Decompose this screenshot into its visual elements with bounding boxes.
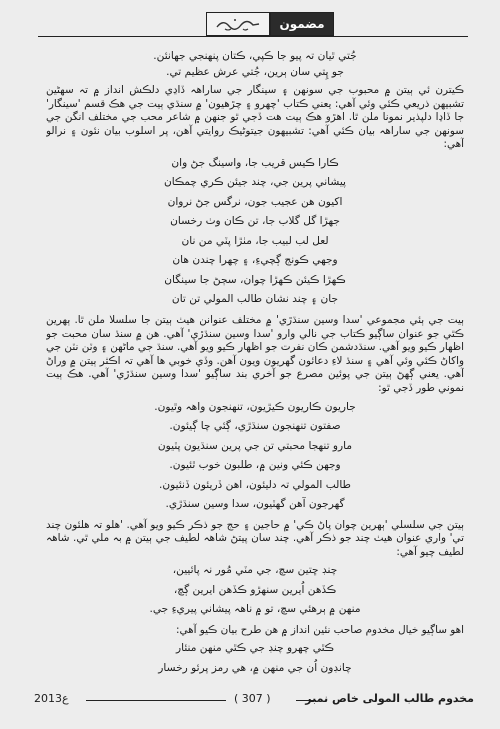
page-header	[38, 8, 468, 42]
verse-line: منهن ۾ ٻرهئي سچ، تو ۾ ناهہ پيشاني پيريءِ جي.	[149, 603, 361, 616]
page-footer	[34, 690, 474, 712]
verse-line: جاريون ڪاريون ڪيڙيون، تنهنجون واهہ وٿيون.	[154, 400, 356, 413]
verse-line: ڪارا ڪيس قريب جا، واسينگ جڻ وان	[171, 156, 339, 169]
section-label-box	[270, 12, 334, 36]
verse-line: چانڊون اُن جي منهن ۾، هي رمز پرئو رخسار	[158, 661, 352, 674]
verse-line: جو ڀِتي سان ٻرين، جُتي عرش عظيم تي.	[166, 66, 344, 78]
footer-year: 2013ع	[34, 692, 69, 705]
verse-line: وجهي ڪونج ڳچيءِ، ۽ چهرا چندن هان	[172, 254, 338, 267]
verse-line: جُتي ٿيان تہ پيو جا ڪپي، ڪتان پنهنجي جهانئن.	[153, 50, 357, 62]
article-body	[46, 46, 464, 686]
paragraph: اهو ساڳيو خيال مخدوم صاحب نئين انداز ۾ هن طرح بيان ڪيو آهي:	[175, 623, 464, 636]
verse-line: چنڊ ڇتين سچ، جي مٽي مُور نہ پائيين،	[172, 564, 338, 577]
verse-line: گهرجون آهن گهٽيون، سدا وسين سنڌڙي.	[165, 498, 345, 511]
verse-line: لعل لب لبيب جا، مٺڙا پٽي من نان	[181, 234, 329, 247]
verse-block-4	[46, 639, 464, 678]
header-rule	[38, 36, 468, 37]
verse-line: طالب المولي تہ دليئون، اهن ڏريئون ڏنئيون.	[159, 478, 351, 491]
footer-rule	[86, 700, 226, 701]
verse-line: جان ۽ چند نشان طالب المولي تن تان	[171, 293, 339, 306]
verse-line: پيشاني پرين جي، چند جيئن ڪري چمڪان	[164, 176, 346, 189]
section-label: مضمون	[279, 17, 325, 31]
page-number: ( 307 )	[234, 692, 271, 705]
paragraph: ٻيت جي ٻئي مجموعي 'سدا وسين سنڌڙي' ۾ مختلف عنوانن هيٺ ٻيتن جا سلسلا ملن ٿا. ٻهرين ڪٿي جو عنوان ساڳيو ڪتاب جي نالي وارو 'سدا وسين سنڌڙي' آهي. هن ۾ سنڌ سان محبت جو اظهار ڪيو ويو آهي. سنڌدشمن ڪان نفرت جو اظهار ڪيو ويو آهي. سنڌ جي ماڻهن ۽ وٽن نٽن جي واکاڻ ڪئي وئي آهي ۽ سنڌ لاءِ دعائون گهريون ويون آهن. وڏي خوبي ها آهي تہ اڪثر ٻيتن ۾ وراڻ آهي. يعني ڳهڻ ٻيتن جي پوئين مصرع جو آخري بند ساڳيو 'سدا وسين سنڌڙي' آهي. هڪ ٻيت نموني طور ڏجي ٿو:	[46, 313, 464, 394]
verse-line: ڪٿي چهرو چنڊ جي ڪٿي منهن منئار	[176, 642, 334, 655]
paragraph: ٻيتن جي سلسلي 'ٻهرين چوان پاڻ ڪي' ۾ حاجين ۽ حج جو ذڪر ڪيو ويو آهي. 'هلو تہ هلئون چند تي' واري عنوان هيٺ چند جو ذڪر آهي. چند سان پيتڻ شاهہ لطيف جي ٻيتن ۾ بہ ملي ٿي. شاهہ لطيف چيو آهي:	[46, 518, 464, 558]
paragraph: ڪيترن ئي ٻيتن ۾ محبوب جي سونهن ۽ سينگار جي ساراهہ ڏاڍي دلڪش انداز ۾ تہ سهڻين تشبيهن ذريعي ڪئي وئي آهي: يعني ڪتاب 'چهرو ۽ چڙهيون' ۾ سنڌي ٻيت جي هڪ قسم 'سينگار' جا ڏاڍا دلپذير نمونا ملن ٿا. اهڙو هڪ ٻيت هت ڏجي ٿو جنهن ۾ شاعر محب جي مختلف انگن جي سونهن جي ساراهہ بيان ڪئي آهي: تشبيهون جيتوڻيڪ روايتي آهن، پر اسلوب بيان نئون ۽ نرالو آهي:	[46, 84, 464, 151]
verse-block-1	[46, 154, 464, 310]
verse-block-3	[46, 561, 464, 620]
verse-line: ڪڏهن اُيرين سنهڙو ڪڏهن ايرين ڳچ،	[173, 583, 337, 596]
journal-logo	[206, 12, 270, 36]
verse-line: ڪهڙا ڪيئن ڪهڙا چوان، سڄڻ جا سينگان	[164, 273, 346, 286]
journal-logo-calligraphy-icon	[213, 15, 263, 33]
verse-block-2	[46, 398, 464, 515]
verse-block-top	[46, 48, 464, 80]
verse-line: مارو تنهجا محبتي تن جي پرين سنڌيون پٽيون	[157, 439, 353, 452]
journal-title: مخدوم طالب المولى خاص نمبر	[305, 692, 474, 705]
verse-line: وجهن ڪئي ونين ۾، طلبون خوب ٿئيون.	[169, 459, 341, 472]
verse-line: جهڙا گل گلاب جا، تن ڪان وٺ رخسان	[170, 215, 340, 228]
verse-line: صفتون تنهنجون سنڌڙي، ڳئي چا ڳيئون.	[169, 420, 341, 433]
verse-line: اکيون هن عجيب جون، نرگس جڻ نروان	[167, 195, 343, 208]
